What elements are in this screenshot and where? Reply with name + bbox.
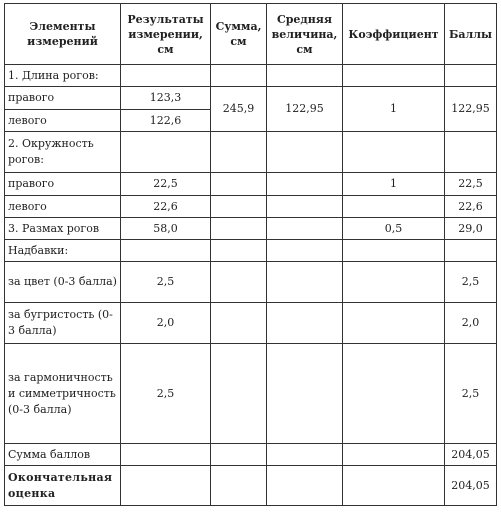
result-value: 123,3 (121, 87, 211, 110)
row-label: правого (5, 87, 121, 110)
result-value: 2,5 (121, 262, 211, 303)
header-average: Средняя величина, см (267, 4, 343, 65)
row-label: 1. Длина рогов: (5, 65, 121, 87)
table-row (5, 218, 497, 240)
coefficient-value: 1 (343, 173, 445, 196)
table-row (5, 65, 497, 87)
row-label: левого (5, 110, 121, 132)
result-value: 122,6 (121, 110, 211, 132)
row-label: за бугристость (0-3 балла) (5, 303, 121, 344)
result-value: 22,6 (121, 196, 211, 218)
header-row (5, 4, 497, 65)
measurement-table (4, 3, 497, 506)
score-value: 2,5 (445, 344, 497, 444)
row-label: за цвет (0-3 балла) (5, 262, 121, 303)
table-row (5, 344, 497, 444)
measurement-table-container (4, 3, 497, 506)
score-value: 22,5 (445, 173, 497, 196)
table-row (5, 132, 497, 173)
score-value: 22,6 (445, 196, 497, 218)
score-value: 2,5 (445, 262, 497, 303)
score-value: 2,0 (445, 303, 497, 344)
header-sum: Сумма, см (211, 4, 267, 65)
row-label: за гармоничность и симметричность (0-3 балла) (5, 344, 121, 444)
row-label: 3. Размах рогов (5, 218, 121, 240)
row-label: Окончательная оценка (5, 466, 121, 506)
row-label: 2. Окружность рогов: (5, 132, 121, 173)
table-row (5, 196, 497, 218)
header-coefficient: Коэффициент (343, 4, 445, 65)
header-elements: Элементы измерений (5, 4, 121, 65)
score-total: 204,05 (445, 444, 497, 466)
table-row (5, 303, 497, 344)
result-value: 22,5 (121, 173, 211, 196)
average-value: 122,95 (267, 87, 343, 132)
coefficient-value: 0,5 (343, 218, 445, 240)
result-value: 2,0 (121, 303, 211, 344)
score-value: 122,95 (445, 87, 497, 132)
row-label: Сумма баллов (5, 444, 121, 466)
table-row (5, 87, 497, 110)
header-score: Баллы (445, 4, 497, 65)
table-row (5, 262, 497, 303)
table-row (5, 444, 497, 466)
coefficient-value: 1 (343, 87, 445, 132)
sum-value: 245,9 (211, 87, 267, 132)
score-value: 29,0 (445, 218, 497, 240)
final-score: 204,05 (445, 466, 497, 506)
table-row (5, 173, 497, 196)
table-row (5, 466, 497, 506)
row-label: Надбавки: (5, 240, 121, 262)
row-label: левого (5, 196, 121, 218)
result-value: 58,0 (121, 218, 211, 240)
row-label: правого (5, 173, 121, 196)
header-results: Результаты измерении, см (121, 4, 211, 65)
result-value: 2,5 (121, 344, 211, 444)
table-row (5, 240, 497, 262)
